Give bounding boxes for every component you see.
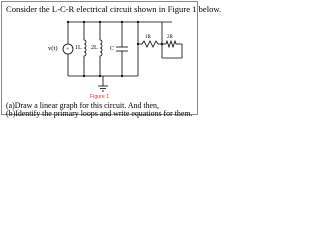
- inductor-1-label: 1L: [75, 45, 82, 51]
- node-dot: [99, 75, 101, 77]
- question-panel: [1, 1, 222, 118]
- resistor-1-symbol: [142, 41, 158, 47]
- task-b-text: (b)Identify the primary loops and write equations for them.: [6, 109, 193, 118]
- question-intro: Consider the L-C-R electrical circuit shown in Figure 1 below.: [6, 4, 222, 14]
- node-dot: [83, 21, 85, 23]
- resistor-1-label: 1R: [145, 35, 151, 40]
- node-dot: [83, 75, 85, 77]
- circuit-diagram: [2, 14, 200, 94]
- node-dot: [161, 43, 163, 45]
- node-dot: [67, 21, 69, 23]
- node-dot: [121, 75, 123, 77]
- node-dot: [137, 21, 139, 23]
- task-a-text: (a)Draw a linear graph for this circuit. And then,: [6, 101, 159, 110]
- resistor-2-label: 2R: [167, 35, 173, 40]
- node-dot: [137, 43, 139, 45]
- capacitor-label: C: [110, 46, 115, 52]
- inductor-2-label: 2L: [91, 45, 98, 51]
- node-dot: [99, 21, 101, 23]
- source-label: v(t): [48, 45, 58, 52]
- source-plus-sign: +: [66, 46, 70, 52]
- inductor-2-symbol: [100, 22, 102, 76]
- node-dot: [121, 21, 123, 23]
- inductor-1-symbol: [84, 22, 86, 76]
- resistor-2-symbol: [166, 41, 176, 47]
- figure-caption: Figure 1: [90, 94, 110, 100]
- circuit-figure: [2, 14, 200, 94]
